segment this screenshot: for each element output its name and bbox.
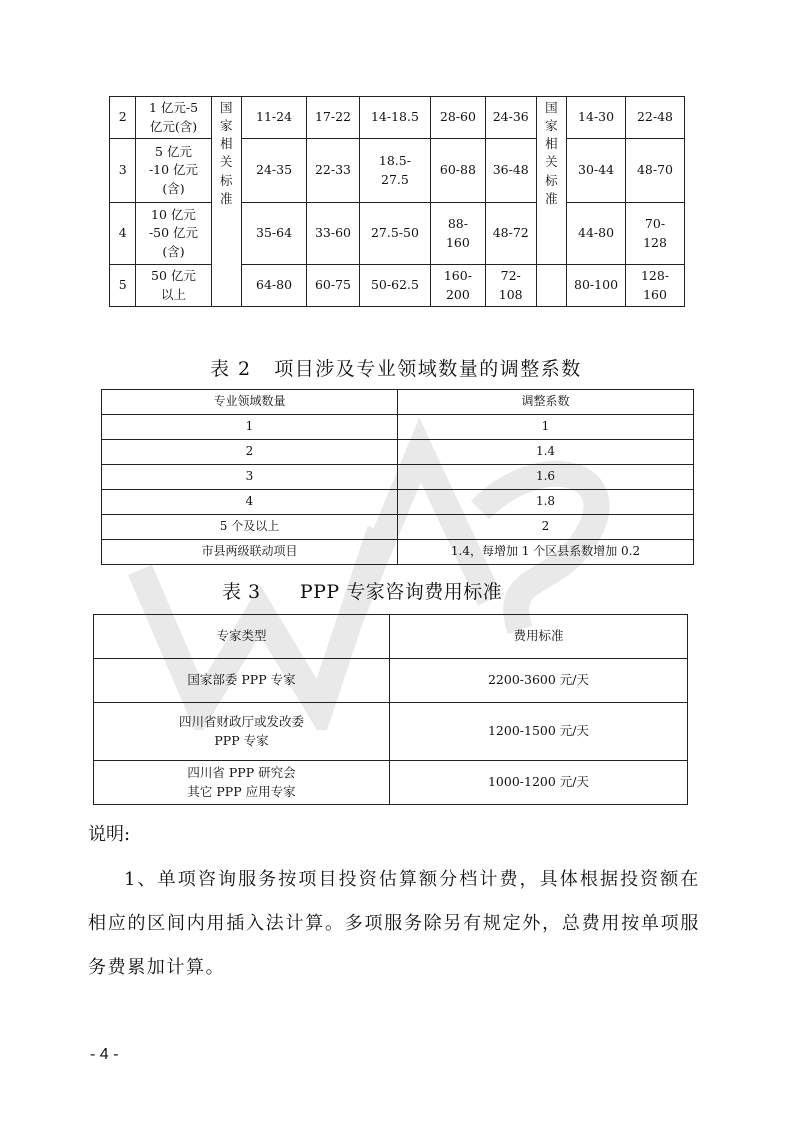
table-cell: 60-88	[430, 139, 485, 203]
table-row	[94, 703, 688, 761]
investment-range: 5 亿元 -10 亿元 (含)	[136, 139, 211, 203]
table-cell: 14-18.5	[359, 97, 430, 139]
table-row	[110, 265, 685, 307]
table-row	[102, 440, 694, 465]
column-header: 调整系数	[398, 390, 694, 415]
table-cell: 四川省财政厅或发改委 PPP 专家	[94, 703, 390, 761]
table-cell: 1.4	[398, 440, 694, 465]
table-row	[102, 490, 694, 515]
table3-caption: 表 3 PPP 专家咨询费用标准	[222, 581, 503, 603]
table-cell: 14-30	[567, 97, 626, 139]
table-cell: 50-62.5	[359, 265, 430, 307]
table-cell: 1	[102, 415, 398, 440]
table-cell: 18.5- 27.5	[359, 139, 430, 203]
table-cell: 国家部委 PPP 专家	[94, 659, 390, 703]
table-cell: 27.5-50	[359, 203, 430, 265]
table-row	[102, 540, 694, 565]
table2-caption: 表 2 项目涉及专业领域数量的调整系数	[210, 358, 582, 380]
table-cell: 1200-1500 元/天	[390, 703, 688, 761]
investment-range: 50 亿元 以上	[136, 265, 211, 307]
adjustment-coefficient-table	[101, 389, 694, 565]
table-cell: 2	[398, 515, 694, 540]
row-number: 4	[110, 203, 136, 265]
column-header: 费用标准	[390, 615, 688, 659]
table-row	[102, 415, 694, 440]
table-cell: 市县两级联动项目	[102, 540, 398, 565]
page-number: - 4 -	[90, 1046, 119, 1063]
table-cell: 48-70	[626, 139, 685, 203]
row-number: 2	[110, 97, 136, 139]
standard-label: 国 家 相 关 标 准	[211, 97, 241, 307]
table-cell: 48-72	[485, 203, 536, 265]
standard-label: 国 家 相 关 标 准	[536, 97, 566, 265]
table-cell: 11-24	[242, 97, 307, 139]
table-row	[102, 465, 694, 490]
table-cell: 28-60	[430, 97, 485, 139]
expert-fee-table	[93, 614, 688, 805]
table-row	[110, 97, 685, 139]
notes-section	[88, 820, 700, 990]
investment-range: 1 亿元-5 亿元(含)	[136, 97, 211, 139]
notes-title: 说明:	[88, 824, 131, 845]
table-row	[110, 203, 685, 265]
column-header: 专业领域数量	[102, 390, 398, 415]
table-cell: 24-36	[485, 97, 536, 139]
table-row	[102, 515, 694, 540]
investment-range: 10 亿元 -50 亿元 (含)	[136, 203, 211, 265]
table-cell: 1.8	[398, 490, 694, 515]
table-cell: 35-64	[242, 203, 307, 265]
table-cell: 2200-3600 元/天	[390, 659, 688, 703]
column-header: 专家类型	[94, 615, 390, 659]
table-row	[94, 659, 688, 703]
table-cell: 33-60	[307, 203, 360, 265]
table-cell: 22-48	[626, 97, 685, 139]
table-row	[110, 139, 685, 203]
table-cell: 1	[398, 415, 694, 440]
table-cell: 44-80	[567, 203, 626, 265]
table-cell: 四川省 PPP 研究会 其它 PPP 应用专家	[94, 761, 390, 805]
empty-cell	[536, 265, 566, 307]
table-cell: 1000-1200 元/天	[390, 761, 688, 805]
table-cell: 24-35	[242, 139, 307, 203]
table-cell: 4	[102, 490, 398, 515]
table-cell: 70- 128	[626, 203, 685, 265]
table-cell: 128- 160	[626, 265, 685, 307]
table-cell: 60-75	[307, 265, 360, 307]
row-number: 5	[110, 265, 136, 307]
table-cell: 1.6	[398, 465, 694, 490]
table-cell: 80-100	[567, 265, 626, 307]
table-cell: 36-48	[485, 139, 536, 203]
table-cell: 5 个及以上	[102, 515, 398, 540]
fee-table-continued	[109, 96, 685, 307]
note-paragraph: 1、单项咨询服务按项目投资估算额分档计费，具体根据投资额在相应的区间内用插入法计算。多项服务除另有规定外，总费用按单项服务费累加计算。	[88, 869, 700, 978]
table-cell: 30-44	[567, 139, 626, 203]
table-cell: 22-33	[307, 139, 360, 203]
table-cell: 1.4，每增加 1 个区县系数增加 0.2	[398, 540, 694, 565]
table-cell: 17-22	[307, 97, 360, 139]
table-header-row	[102, 390, 694, 415]
table-cell: 160- 200	[430, 265, 485, 307]
table-cell: 88- 160	[430, 203, 485, 265]
row-number: 3	[110, 139, 136, 203]
table-row	[94, 761, 688, 805]
table-cell: 72- 108	[485, 265, 536, 307]
table-cell: 2	[102, 440, 398, 465]
table-header-row	[94, 615, 688, 659]
table-cell: 64-80	[242, 265, 307, 307]
table-cell: 3	[102, 465, 398, 490]
